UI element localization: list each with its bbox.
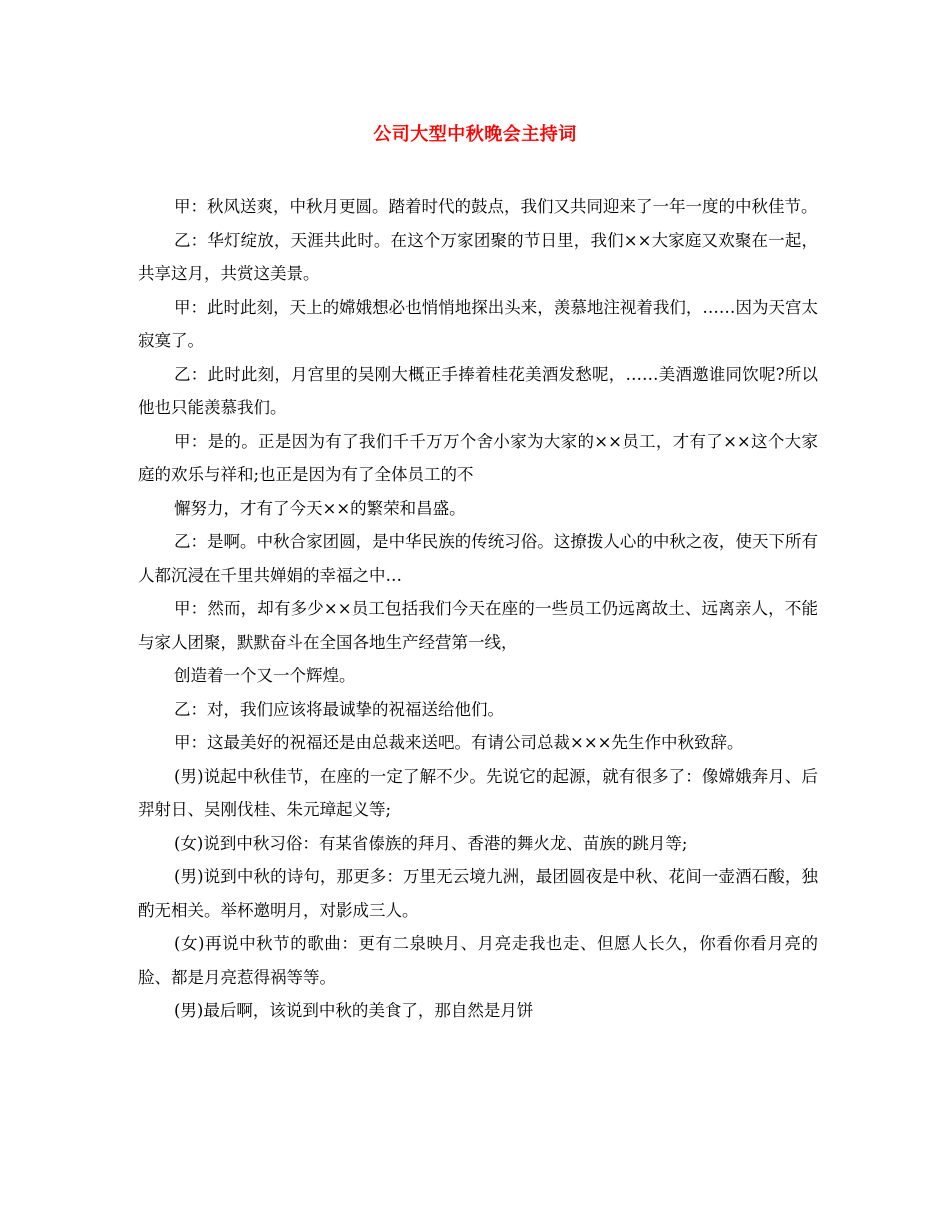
paragraph-11: 甲：这最美好的祝福还是由总裁来送吧。有请公司总裁×××先生作中秋致辞。 (174, 733, 744, 752)
document-title: 公司大型中秋晚会主持词 (373, 124, 577, 145)
paragraph-13: (女)说到中秋习俗：有某省傣族的拜月、香港的舞火龙、苗族的跳月等; (174, 833, 688, 853)
paragraph-12: (男)说起中秋佳节，在座的一定了解不少。先说它的起源，就有很多了：像嫦娥奔月、后羿射日、吴刚伐桂、朱元璋起义等; (138, 766, 818, 819)
paragraph-3: 甲：此时此刻，天上的嫦娥想必也悄悄地探出头来，羡慕地注视着我们，……因为天宫太寂寞了。 (138, 297, 818, 350)
paragraph-15: (女)再说中秋节的歌曲：更有二泉映月、月亮走我也走、但愿人长久，你看你看月亮的脸、都是月亮惹得祸等等。 (138, 934, 818, 987)
paragraph-8: 甲：然而，却有多少××员工包括我们今天在座的一些员工仍远离故土、远离亲人，不能与家人团聚，默默奋斗在全国各地生产经营第一线， (138, 599, 818, 652)
paragraph-1: 甲：秋风送爽，中秋月更圆。踏着时代的鼓点，我们又共同迎来了一年一度的中秋佳节。 (174, 197, 818, 216)
paragraph-10: 乙：对，我们应该将最诚挚的祝福送给他们。 (174, 699, 504, 719)
paragraph-5: 甲：是的。正是因为有了我们千千万万个舍小家为大家的××员工，才有了××这个大家庭的欢乐与祥和;也正是因为有了全体员工的不 (138, 431, 818, 484)
paragraph-9: 创造着一个又一个辉煌。 (174, 666, 356, 685)
paragraph-6: 懈努力，才有了今天××的繁荣和昌盛。 (174, 498, 466, 518)
paragraph-4: 乙：此时此刻，月宫里的吴刚大概正手捧着桂花美酒发愁呢，……美酒邀谁同饮呢?所以他也只能羡慕我们。 (138, 364, 818, 417)
paragraph-2: 乙：华灯绽放，天涯共此时。在这个万家团聚的节日里，我们××大家庭又欢聚在一起，共享这月，共赏这美景。 (138, 230, 818, 283)
paragraph-7: 乙：是啊。中秋合家团圆，是中华民族的传统习俗。这撩拨人心的中秋之夜，使天下所有人都沉浸在千里共婵娟的幸福之中… (138, 532, 818, 585)
document-body (138, 190, 818, 1028)
paragraph-16: (男)最后啊，该说到中秋的美食了，那自然是月饼 (174, 1001, 534, 1020)
paragraph-14: (男)说到中秋的诗句，那更多：万里无云境九洲，最团圆夜是中秋、花间一壶酒石酸，独酌无相关。举杯邀明月，对影成三人。 (138, 867, 818, 920)
